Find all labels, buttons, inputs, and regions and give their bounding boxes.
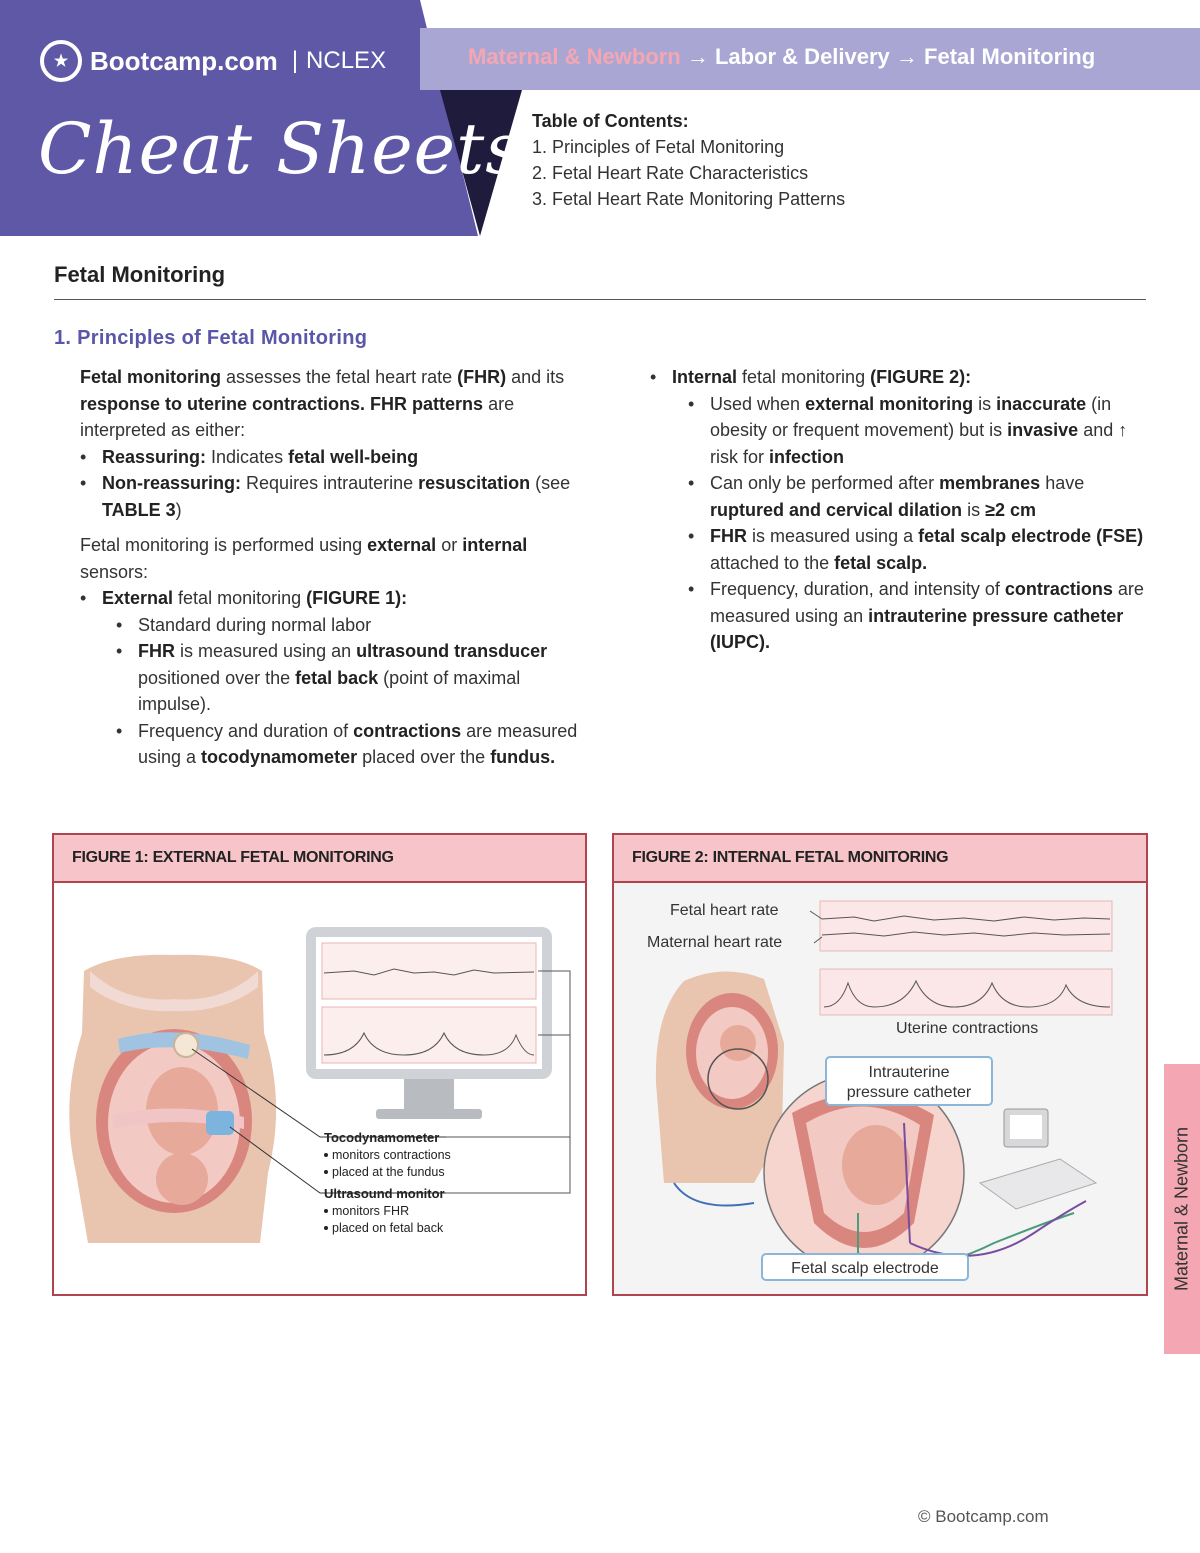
bold-text: Internal bbox=[672, 367, 738, 387]
divider bbox=[54, 299, 1146, 300]
arrow-right-icon: → bbox=[895, 44, 918, 69]
text: Indicates bbox=[206, 446, 289, 467]
bold-text: FHR bbox=[138, 641, 175, 661]
breadcrumb-item-maternal-newborn[interactable]: Maternal & Newborn bbox=[468, 44, 681, 69]
list-item bbox=[138, 638, 585, 718]
paragraph-intro bbox=[80, 364, 585, 444]
list-item bbox=[102, 470, 585, 523]
principles-column-left bbox=[80, 364, 585, 771]
us-bullet-1: monitors FHR bbox=[332, 1204, 410, 1218]
bold-text: ≥2 cm bbox=[985, 499, 1036, 520]
sensor-list bbox=[80, 585, 585, 771]
list-item-internal bbox=[672, 364, 1150, 656]
internal-list bbox=[650, 364, 1150, 656]
text: or bbox=[436, 535, 463, 555]
text: Fetal monitoring is performed using bbox=[80, 535, 368, 555]
list-item bbox=[138, 612, 585, 639]
bold-text: contractions bbox=[353, 720, 462, 741]
text: have bbox=[1040, 473, 1085, 493]
breadcrumb bbox=[468, 44, 1095, 70]
side-tab[interactable] bbox=[1164, 1064, 1200, 1354]
bold-text: resuscitation bbox=[418, 473, 531, 493]
external-monitoring-illustration bbox=[54, 883, 585, 1294]
bold-text: invasive bbox=[1007, 420, 1079, 440]
list-item bbox=[138, 718, 585, 771]
list-item bbox=[102, 444, 585, 471]
text: Requires intrauterine bbox=[241, 473, 419, 493]
paragraph-sensors bbox=[80, 532, 585, 585]
bold-text: ultrasound transducer bbox=[356, 641, 548, 661]
text: and its bbox=[506, 367, 565, 387]
external-sublist bbox=[102, 612, 585, 771]
text: Frequency, duration, and intensity of bbox=[710, 579, 1005, 599]
text: are measured using a bbox=[138, 720, 578, 767]
table-of-contents bbox=[532, 108, 845, 212]
us-bullet-2: placed on fetal back bbox=[332, 1221, 444, 1235]
list-item bbox=[710, 470, 1150, 523]
figure-title: FIGURE 1: EXTERNAL FETAL MONITORING bbox=[54, 835, 585, 883]
bold-text: ruptured and cervical dilation bbox=[710, 499, 963, 520]
internal-monitoring-illustration bbox=[614, 883, 1146, 1294]
bold-text: (FHR) bbox=[457, 367, 507, 387]
cheat-sheets-title: Cheat Sheets bbox=[38, 108, 523, 190]
bold-text: response to uterine contractions. FHR patterns bbox=[80, 393, 484, 414]
pregnant-body-illustration bbox=[656, 971, 784, 1183]
text: is measured using a bbox=[747, 526, 919, 546]
brand-separator: | bbox=[291, 47, 299, 74]
monitor-icon bbox=[306, 927, 552, 1119]
text: Standard during normal labor bbox=[138, 614, 372, 635]
toco-bullet-1: monitors contractions bbox=[332, 1148, 451, 1162]
text: attached to the bbox=[710, 552, 835, 573]
figure-internal-monitoring bbox=[612, 833, 1148, 1296]
text: placed over the bbox=[357, 747, 491, 767]
text: is bbox=[973, 393, 997, 414]
text: Frequency and duration of bbox=[138, 720, 354, 741]
bold-text: FHR bbox=[710, 526, 747, 546]
bold-text: internal bbox=[462, 535, 528, 555]
list-item bbox=[710, 576, 1150, 656]
list-item-external bbox=[102, 585, 585, 771]
bold-text: fetal back bbox=[295, 667, 379, 688]
breadcrumb-item-labor-delivery[interactable]: Labor & Delivery bbox=[714, 44, 890, 69]
exam-name: NCLEX bbox=[306, 47, 387, 74]
bold-text: fetal scalp. bbox=[834, 552, 928, 573]
figure-external-monitoring bbox=[52, 833, 587, 1296]
text: is measured using an bbox=[175, 641, 357, 661]
bold-text: intrauterine pressure catheter (IUPC). bbox=[710, 605, 1124, 652]
bold-text: (FIGURE 1): bbox=[306, 588, 408, 608]
maternal-heart-rate-label: Maternal heart rate bbox=[647, 934, 783, 951]
text: ) bbox=[175, 499, 182, 520]
text: are interpreted as either: bbox=[80, 393, 515, 440]
bold-text: Fetal monitoring bbox=[80, 367, 221, 387]
text: Used when bbox=[710, 393, 806, 414]
interpretation-list bbox=[80, 444, 585, 524]
text: (in obesity or frequent movement) but is bbox=[710, 393, 1112, 440]
toc-item-2[interactable]: 2. Fetal Heart Rate Characteristics bbox=[532, 163, 809, 183]
text: fetal monitoring bbox=[737, 367, 871, 387]
text: positioned over the bbox=[138, 667, 296, 688]
arrow-right-icon: → bbox=[686, 44, 709, 69]
bold-text: tocodynamometer bbox=[201, 747, 358, 767]
brand-logo[interactable] bbox=[40, 40, 386, 82]
text: assesses the fetal heart rate bbox=[221, 367, 458, 387]
brand-name: Bootcamp.com bbox=[90, 45, 278, 76]
bold-text: (FIGURE 2): bbox=[870, 367, 972, 387]
bold-text: infection bbox=[769, 446, 845, 467]
toc-title: Table of Contents: bbox=[532, 111, 689, 131]
bold-text: membranes bbox=[939, 473, 1041, 493]
bold-text: TABLE 3 bbox=[102, 499, 176, 520]
text: (see bbox=[530, 473, 571, 493]
figure-title: FIGURE 2: INTERNAL FETAL MONITORING bbox=[614, 835, 1146, 883]
text: and ↑ risk for bbox=[710, 420, 1128, 467]
text: are measured using an bbox=[710, 579, 1144, 626]
bold-text: fundus. bbox=[490, 747, 556, 767]
breadcrumb-item-fetal-monitoring[interactable]: Fetal Monitoring bbox=[924, 44, 1096, 69]
bold-text: Non-reassuring: bbox=[102, 473, 242, 493]
footer-copyright: © Bootcamp.com bbox=[918, 1507, 1049, 1526]
pregnant-abdomen-illustration bbox=[69, 955, 276, 1243]
list-item bbox=[710, 523, 1150, 576]
bold-text: Reassuring: bbox=[102, 446, 207, 467]
external-heading bbox=[102, 588, 407, 608]
iupc-label-line1: Intrauterine bbox=[868, 1064, 950, 1081]
internal-sublist bbox=[672, 391, 1150, 656]
text: Can only be performed after bbox=[710, 473, 940, 493]
bold-text: inaccurate bbox=[996, 393, 1087, 414]
tocodynamometer-label: Tocodynamometer bbox=[324, 1130, 440, 1145]
bold-text: external bbox=[367, 535, 437, 555]
text: is bbox=[962, 499, 986, 520]
text: fetal monitoring bbox=[173, 588, 307, 608]
bold-text: external monitoring bbox=[805, 393, 974, 414]
bold-text: External bbox=[102, 588, 174, 608]
bold-text: contractions bbox=[1004, 579, 1113, 599]
star-icon: ★ bbox=[40, 40, 82, 82]
bold-text: fetal scalp electrode (FSE) bbox=[918, 526, 1144, 546]
text: (point of maximal impulse). bbox=[138, 667, 521, 714]
uterine-contractions-label: Uterine contractions bbox=[896, 1020, 1039, 1037]
toc-item-1[interactable]: 1. Principles of Fetal Monitoring bbox=[532, 137, 785, 157]
fse-label: Fetal scalp electrode bbox=[791, 1260, 939, 1277]
list-item bbox=[710, 391, 1150, 471]
fetal-heart-rate-label: Fetal heart rate bbox=[670, 902, 779, 919]
section-heading: 1. Principles of Fetal Monitoring bbox=[54, 327, 368, 349]
page-title: Fetal Monitoring bbox=[54, 262, 226, 287]
internal-heading bbox=[672, 367, 971, 387]
bold-text: fetal well-being bbox=[288, 446, 419, 467]
principles-column-right bbox=[650, 364, 1150, 656]
side-tab-label: Maternal & Newborn bbox=[1171, 1126, 1192, 1292]
text: sensors: bbox=[80, 561, 149, 582]
ultrasound-monitor-label: Ultrasound monitor bbox=[324, 1186, 445, 1201]
iupc-label-line2: pressure catheter bbox=[846, 1084, 972, 1101]
toco-bullet-2: placed at the fundus bbox=[332, 1165, 445, 1179]
toc-item-3[interactable]: 3. Fetal Heart Rate Monitoring Patterns bbox=[532, 189, 846, 209]
